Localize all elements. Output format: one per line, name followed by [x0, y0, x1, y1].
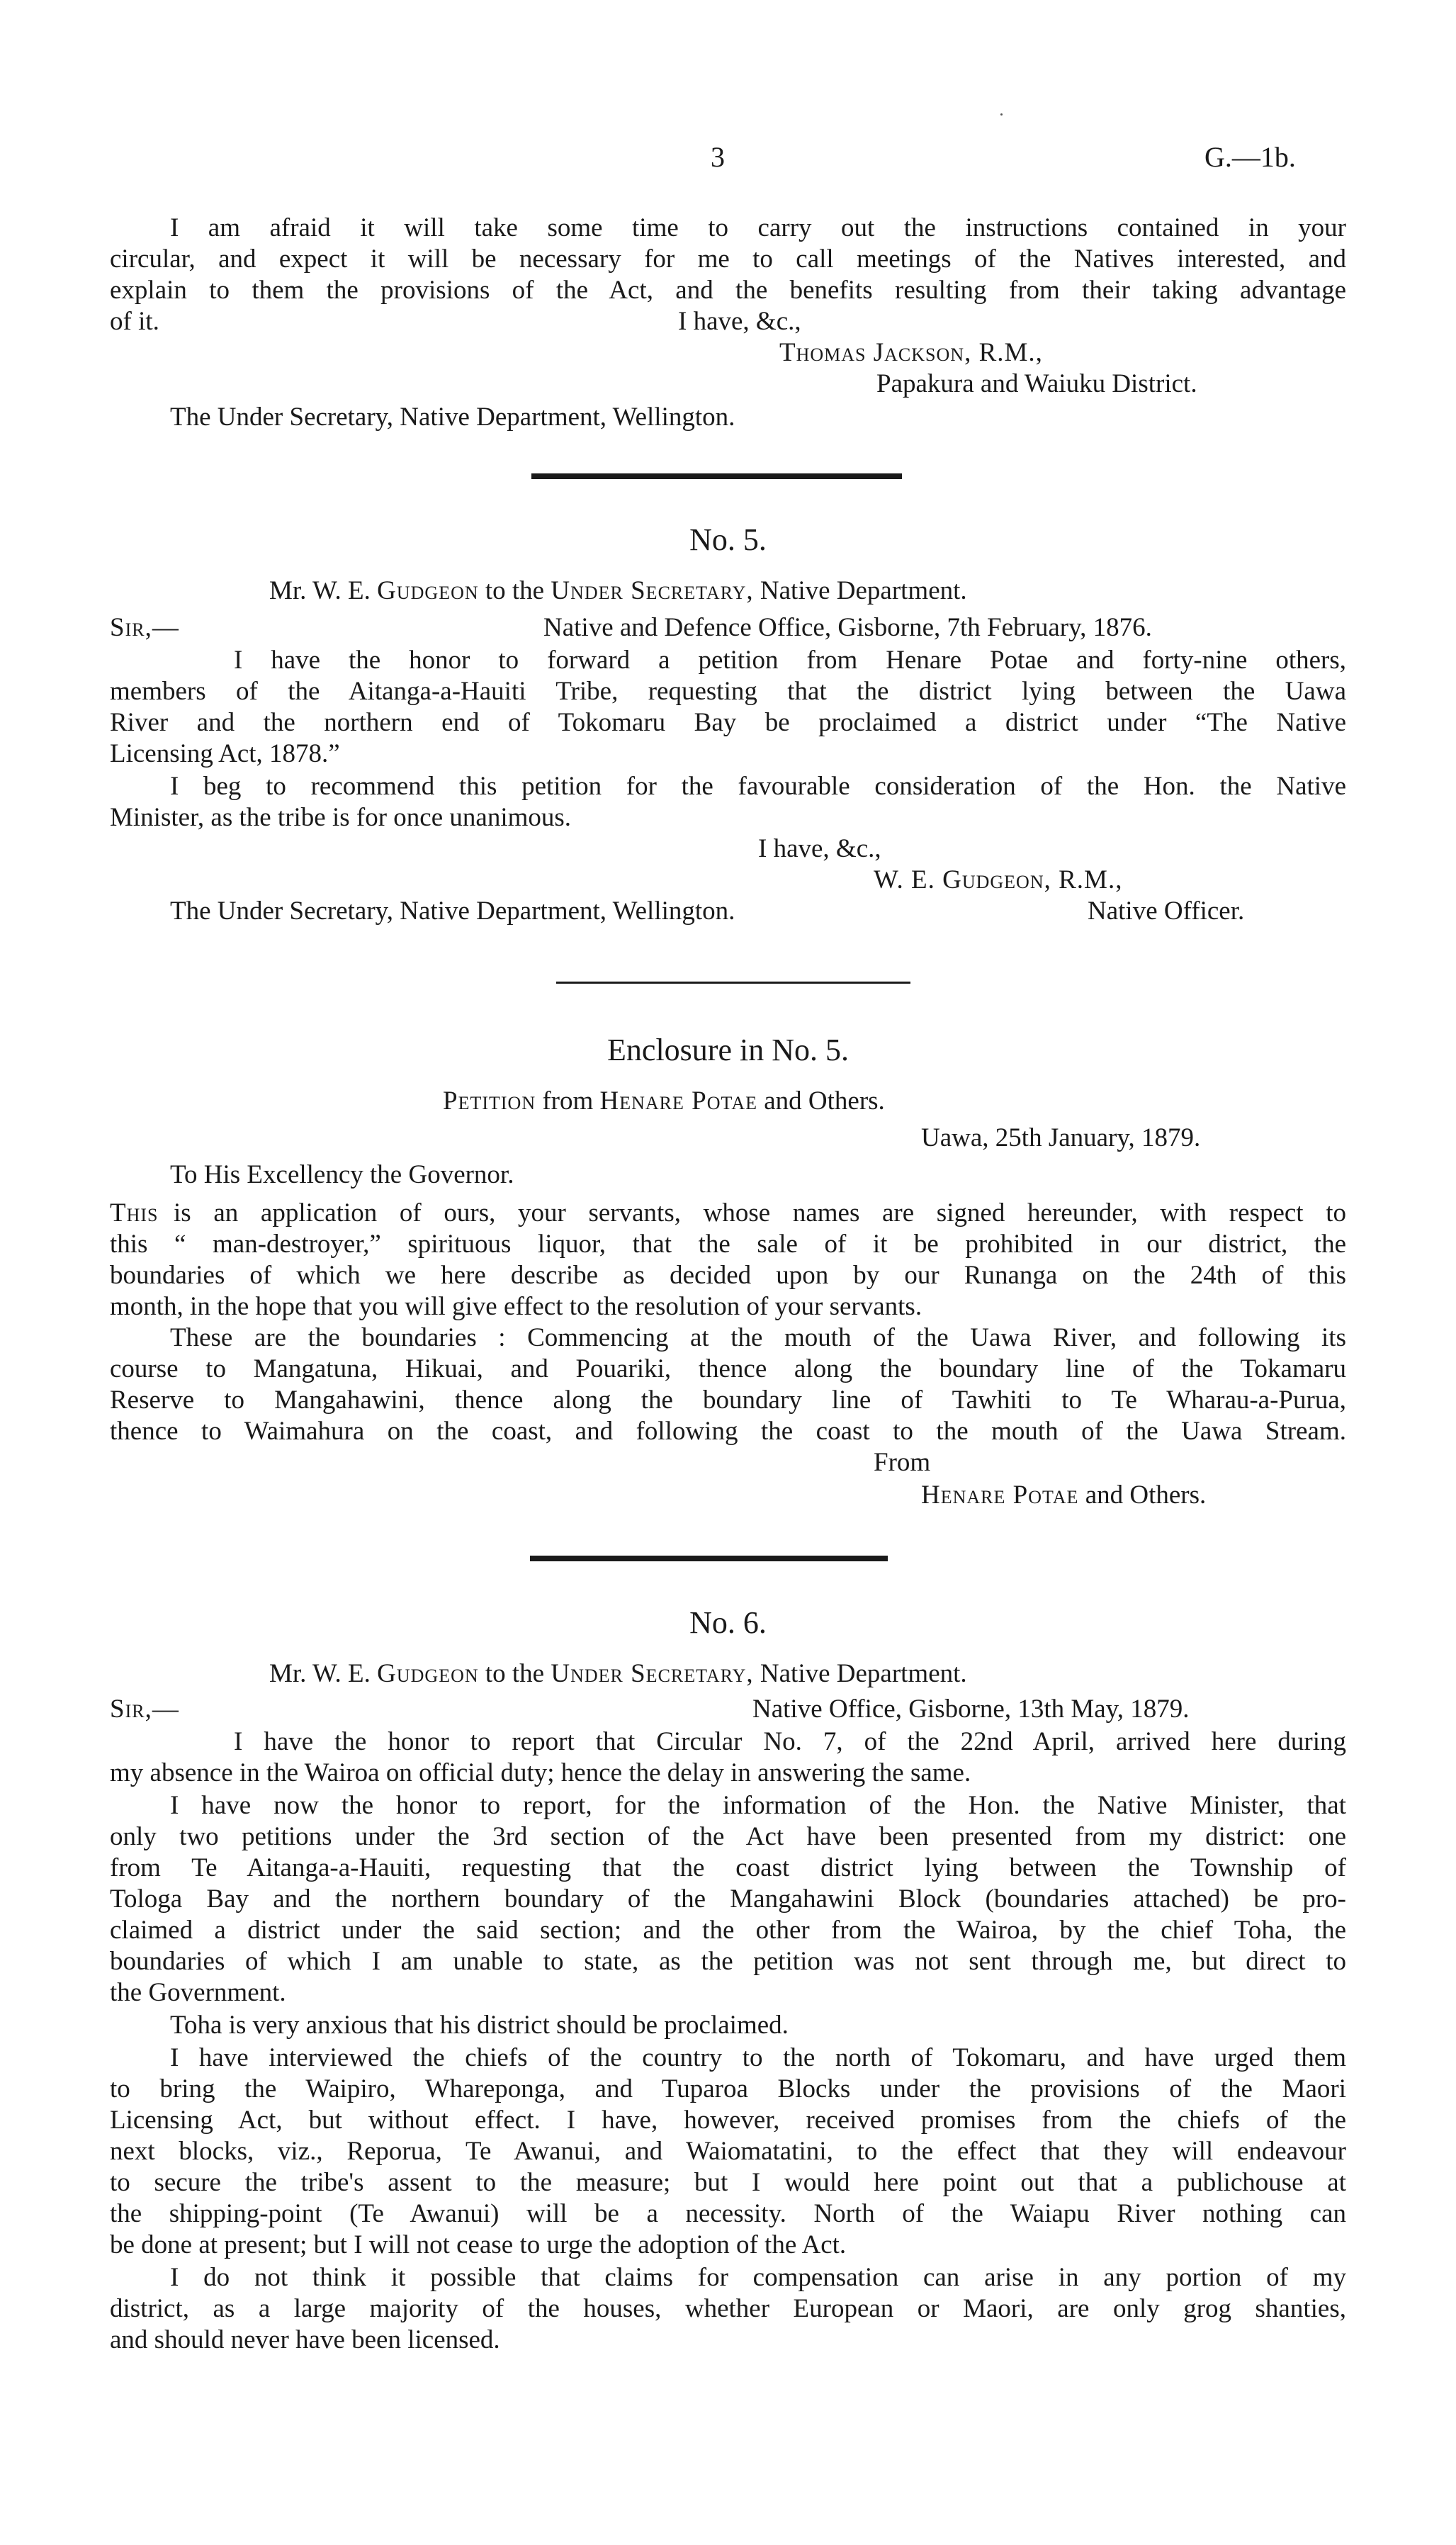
body-line: district, as a large majority of the houses, whether European or Maori, are only grog shanties,: [110, 2294, 1346, 2323]
body-line: boundaries of which we here describe as decided upon by our Runanga on the 24th of this: [110, 1261, 1346, 1290]
body-line: next blocks, viz., Reporua, Te Awanui, and Waiomatatini, to the effect that they will endeavour: [110, 2137, 1346, 2166]
body-line: claimed a district under the said section; and the other from the Wairoa, by the chief Toha, the: [110, 1916, 1346, 1945]
addressee: The Under Secretary, Native Department, Wellington.: [170, 897, 735, 926]
addressee: The Under Secretary, Native Department, Wellington.: [170, 403, 735, 432]
body-line: my absence in the Wairoa on official duty; hence the delay in answering the same.: [110, 1758, 971, 1787]
body-line: this “ man-destroyer,” spirituous liquor, that the sale of it be prohibited in our district, the: [110, 1230, 1346, 1259]
body-line: and should never have been licensed.: [110, 2325, 500, 2354]
body-line: to bring the Waipiro, Whareponga, and Tuparoa Blocks under the provisions of the Maori: [110, 2074, 1346, 2103]
body-line: be done at present; but I will not cease to urge the adoption of the Act.: [110, 2230, 847, 2259]
body-line: Toha is very anxious that his district should be proclaimed.: [170, 2011, 789, 2040]
body-line: I am afraid it will take some time to carry out the instructions contained in your: [170, 213, 1346, 242]
body-line: circular, and expect it will be necessary for me to call meetings of the Natives interested, and: [110, 245, 1346, 274]
section-divider: [531, 473, 902, 479]
signatory: Thomas Jackson, R.M.,: [779, 338, 1043, 367]
enclosure-title: Enclosure in No. 5.: [607, 1033, 849, 1067]
letter-subtitle: Mr. W. E. Gudgeon to the Under Secretary, Native Department.: [269, 1659, 967, 1688]
body-line: Tologa Bay and the northern boundary of the Mangahawini Block (boundaries attached) be pro-: [110, 1884, 1346, 1914]
body-line: of it.: [110, 307, 159, 336]
signatory-district: Papakura and Waiuku District.: [876, 369, 1197, 398]
body-line: course to Mangatuna, Hikuai, and Pouariki, thence along the boundary line of the Tokamaru: [110, 1354, 1346, 1383]
signatory-role: Native Officer.: [1088, 897, 1245, 926]
body-line: boundaries of which I am unable to state, as the petition was not sent through me, but direct to: [110, 1947, 1346, 1976]
body-line: This: [110, 1198, 159, 1227]
body-line: Licensing Act, 1878.”: [110, 739, 340, 768]
sign-off: I have, &c.,: [758, 834, 881, 863]
from-label: From: [874, 1448, 931, 1477]
body-line: Licensing Act, but without effect. I have, however, received promises from the chiefs of the: [110, 2106, 1346, 2135]
speck: [1000, 113, 1003, 116]
body-line: to secure the tribe's assent to the measure; but I would here point out that a publichouse at: [110, 2168, 1346, 2197]
body-line: I have interviewed the chiefs of the country to the north of Tokomaru, and have urged them: [170, 2043, 1346, 2072]
body-line: I have the honor to forward a petition from Henare Potae and forty-nine others,: [234, 646, 1346, 675]
enclosure-subtitle: Petition from Henare Potae and Others.: [443, 1086, 885, 1116]
section-number: No. 6.: [689, 1605, 767, 1640]
body-line: I have the honor to report that Circular No. 7, of the 22nd April, arrived here during: [234, 1727, 1346, 1756]
document-reference: G.—1b.: [1204, 141, 1296, 173]
body-line: explain to them the provisions of the Act, and the benefits resulting from their taking advantage: [110, 276, 1346, 305]
body-line: is an application of ours, your servants, whose names are signed hereunder, with respect to: [174, 1198, 1346, 1227]
body-line: I do not think it possible that claims for compensation can arise in any portion of my: [170, 2263, 1346, 2292]
body-line: Reserve to Mangahawini, thence along the boundary line of Tawhiti to Te Wharau-a-Purua,: [110, 1386, 1346, 1415]
body-line: River and the northern end of Tokomaru Bay be proclaimed a district under “The Native: [110, 708, 1346, 737]
addressee: To His Excellency the Governor.: [170, 1160, 514, 1189]
body-line: members of the Aitanga-a-Hauiti Tribe, requesting that the district lying between the Uawa: [110, 677, 1346, 706]
body-line: thence to Waimahura on the coast, and following the coast to the mouth of the Uawa Stream.: [110, 1417, 1346, 1446]
petition-signatory: Henare Potae and Others.: [921, 1481, 1207, 1510]
body-line: I have now the honor to report, for the information of the Hon. the Native Minister, that: [170, 1791, 1346, 1820]
salutation: Sir,—: [110, 1695, 179, 1724]
letter-subtitle: Mr. W. E. Gudgeon to the Under Secretary, Native Department.: [269, 576, 967, 605]
section-divider: [556, 982, 910, 984]
body-line: only two petitions under the 3rd section of the Act have been presented from my district: one: [110, 1822, 1346, 1851]
place-date: Native Office, Gisborne, 13th May, 1879.: [752, 1695, 1190, 1724]
place-date: Native and Defence Office, Gisborne, 7th February, 1876.: [543, 613, 1152, 642]
body-line: Minister, as the tribe is for once unanimous.: [110, 803, 572, 832]
body-line: These are the boundaries : Commencing at the mouth of the Uawa River, and following its: [170, 1323, 1346, 1352]
salutation: Sir,—: [110, 613, 179, 642]
page-number: 3: [711, 141, 725, 173]
signatory: W. E. Gudgeon, R.M.,: [874, 865, 1123, 894]
body-line: the shipping-point (Te Awanui) will be a necessity. North of the Waiapu River nothing can: [110, 2199, 1346, 2228]
body-line: from Te Aitanga-a-Hauiti, requesting that the coast district lying between the Township of: [110, 1853, 1346, 1882]
sign-off: I have, &c.,: [678, 307, 801, 336]
body-line: the Government.: [110, 1978, 286, 2007]
section-number: No. 5.: [689, 522, 767, 557]
body-line: I beg to recommend this petition for the favourable consideration of the Hon. the Native: [170, 772, 1346, 801]
section-divider: [530, 1556, 888, 1561]
place-date: Uawa, 25th January, 1879.: [921, 1123, 1201, 1152]
body-line: month, in the hope that you will give effect to the resolution of your servants.: [110, 1292, 922, 1321]
